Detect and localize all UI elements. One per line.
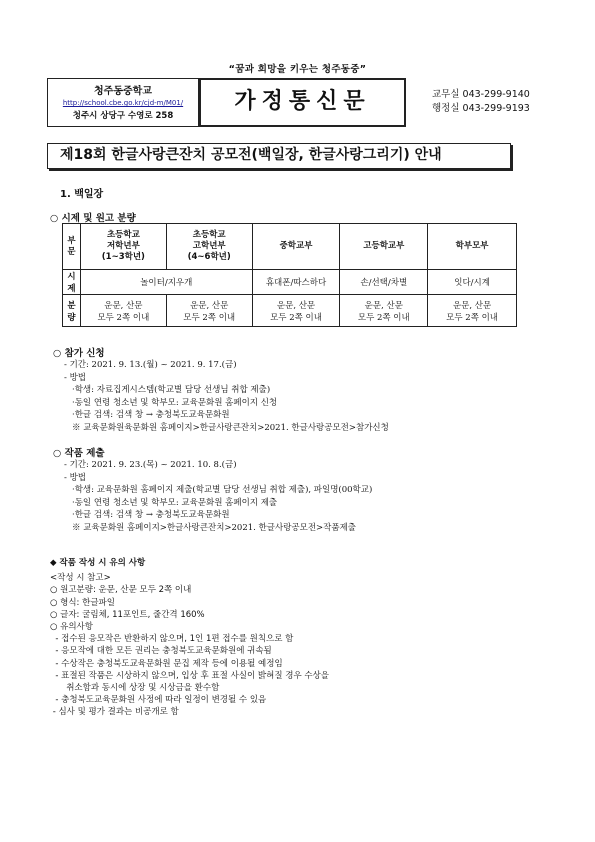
header-high-school: 고등학교부 — [340, 224, 428, 270]
length-elementary-upper: 운문, 산문 모두 2쪽 이내 — [166, 295, 252, 327]
submit-method-label: - 방법 — [64, 472, 86, 483]
header-middle-school: 중학교부 — [252, 224, 340, 270]
apply-path-note: ※ 교육문화원육문화원 홈페이지>한글사랑큰잔치>2021. 한글사랑공모전>참가신청 — [72, 422, 389, 433]
caution-note-return: - 접수된 응모작은 반환하지 않으며, 1인 1편 접수를 원칙으로 함 — [50, 634, 294, 645]
submit-method-students: ·학생: 교육문화원 홈페이지 제출(학교별 담당 선생님 취합 제출), 파일명(00학교) — [72, 485, 373, 495]
topic-elementary: 놀이터/지우개 — [80, 270, 252, 295]
topic-parents: 잇다/시계 — [428, 270, 517, 295]
contact-admin-office: 행정실 043-299-9193 — [432, 103, 530, 114]
submit-path-note: ※ 교육문화원 홈페이지>한글사랑큰잔치>2021. 한글사랑공모전>작품제출 — [72, 522, 357, 533]
newsletter-title: 가정통신문 — [234, 89, 371, 114]
contact-info — [432, 88, 530, 116]
slogan: “꿈과 희망을 키우는 청주동중” — [228, 64, 367, 75]
row-label-length: 분 량 — [63, 295, 81, 327]
header-elementary-upper: 초등학교 고학년부 (4~6학년) — [166, 224, 252, 270]
apply-details — [60, 359, 389, 434]
caution-note-plagiarism: - 표절된 작품은 시상하지 않으며, 입상 후 표절 사실이 밝혀질 경우 수상을 — [50, 670, 330, 681]
topic-table — [62, 223, 517, 327]
notice-title-banner: 제18회 한글사랑큰잔치 공모전(백일장, 한글사랑그리기) 안내 — [47, 143, 511, 169]
submit-method-search: ·한글 검색: 검색 창 → 충청북도교육문화원 — [72, 510, 230, 520]
caution-note-private: - 심사 및 평가 결과는 비공개로 함 — [50, 707, 179, 718]
school-name: 청주동중학교 — [94, 86, 152, 97]
caution-note-anthology: - 수상작은 충청북도교육문화원 문집 제작 등에 이용될 예정임 — [50, 658, 283, 669]
apply-method-search: ·한글 검색: 검색 창 → 충청북도교육문화원 — [72, 410, 230, 420]
submit-period: - 기간: 2021. 9. 23.(목) ~ 2021. 10. 8.(금) — [64, 460, 237, 470]
header-parents: 학부모부 — [428, 224, 517, 270]
submit-method-public: ·동일 연령 청소년 및 학부모: 교육문화원 홈페이지 제출 — [72, 497, 278, 508]
row-label-topic: 시 제 — [63, 270, 81, 295]
apply-method-label: - 방법 — [64, 372, 86, 383]
caution-format: ○ 형식: 한글파일 — [50, 597, 115, 608]
school-url-link[interactable]: http://school.cbe.go.kr/cjd-m/M01/ — [62, 99, 184, 107]
apply-method-students: ·학생: 자료집게시스템(학교별 담당 선생님 취합 제출) — [72, 385, 271, 395]
length-elementary-lower: 운문, 산문 모두 2쪽 이내 — [80, 295, 166, 327]
section-heading-essay: 1. 백일장 — [60, 189, 104, 200]
caution-heading: ◆ 작품 작성 시 유의 사항 — [50, 558, 146, 568]
school-info-box — [47, 78, 199, 127]
table-corner-header: 부 문 — [63, 224, 81, 270]
caution-note-rights: - 응모작에 대한 모든 권리는 충청북도교육문화원에 귀속됨 — [50, 646, 272, 657]
caution-length: ○ 원고분량: 운문, 산문 모두 2쪽 이내 — [50, 585, 192, 596]
school-address: 청주시 상당구 수영로 258 — [72, 111, 174, 121]
caution-font: ○ 글자: 굴림체, 11포인트, 줄간격 160% — [50, 609, 205, 620]
apply-period: - 기간: 2021. 9. 13.(월) ~ 2021. 9. 17.(금) — [64, 360, 237, 370]
length-parents: 운문, 산문 모두 2쪽 이내 — [428, 295, 517, 327]
length-high: 운문, 산문 모두 2쪽 이내 — [340, 295, 428, 327]
topic-heading: ○ 시제 및 원고 분량 — [50, 213, 136, 224]
letterhead — [47, 78, 549, 127]
apply-heading: ○ 참가 신청 — [53, 348, 105, 359]
submit-details — [60, 459, 372, 534]
header-elementary-lower: 초등학교 저학년부 (1~3학년) — [80, 224, 166, 270]
length-middle: 운문, 산문 모두 2쪽 이내 — [252, 295, 340, 327]
caution-note-plagiarism-cont: 취소함과 동시에 상장 및 시상금을 환수함 — [50, 683, 220, 694]
topic-high: 손/선택/차별 — [340, 270, 428, 295]
caution-reference-label: <작성 시 참고> — [50, 573, 111, 584]
caution-notes-label: ○ 유의사항 — [50, 622, 93, 633]
submit-heading: ○ 작품 제출 — [53, 448, 105, 459]
caution-note-schedule: - 충청북도교육문화원 사정에 따라 일정이 변경될 수 있음 — [50, 695, 267, 706]
contact-academic-office: 교무실 043-299-9140 — [432, 89, 530, 100]
apply-method-public: ·동일 연령 청소년 및 학부모: 교육문화원 홈페이지 신청 — [72, 397, 278, 408]
newsletter-title-box — [199, 78, 406, 127]
caution-section — [50, 557, 329, 719]
topic-middle: 휴대폰/따스하다 — [252, 270, 340, 295]
